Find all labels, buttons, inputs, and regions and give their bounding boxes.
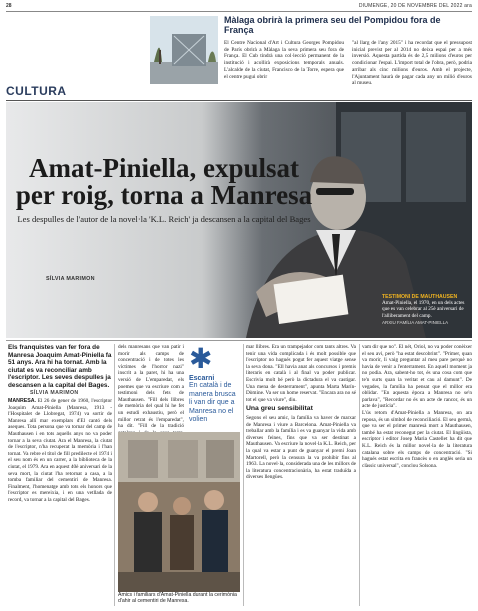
body-column-4b-text: L'ús retorn d'Amat-Piniella a Manresa, on ara reposa, és un símbol de reconciliació. El seu germà, que va ser el primer manresà mort a Mauthausen, també ha estat reconegut per la ciutat. El lingüista, escriptor i editor Josep Maria Castellet ha dit que K.L. Reich és la millor novel·la de la literatura catalana sobre els camps de concentració. "Si hagués estat escrita en francès o en anglès seria un clàssic universal", conclou Solsona.: [362, 409, 472, 469]
caption-text: Amat-Piniella, el 1970, en un dels actes que es van celebrar al 25è aniversari de l'alliberament del camp.: [382, 300, 465, 319]
museum-building-icon: [150, 16, 218, 84]
section-label: CULTURA: [6, 84, 67, 98]
body-column-1-text: El 26 de gener de 1960, l'escriptor Joaquim Amat-Piniella (Manresa, 1913 - l'Hospitalet de Llobregat, 1974) va sortir de Manresa allí mar exemplars d'El cantó dels aseques. Tota persona que va tornar del camp de Mauthausen i en tots aquells anys no va poder tornar a la seva ciutat. Ara el Manresa, la ciutat de l'escriptor, n'ha recuperat la memòria i l'han tornat. Va rebre el títol de fill predilecte el 1974 i el seu nom és en un carrer, a la biblioteca de la ciutat, el 1979. Ara en aquest 40è aniversari de la seva mort, la ciutat l'ha retornat a casa, a la tomba familiar del cementiri de Manresa. Finalment, l'homenatge amb tots els honors que l'escriptor es mereixia, i en una vetllada de record, va tornar a la capital del Bages.: [8, 398, 112, 503]
pullquote: [189, 342, 239, 425]
body-rule: [6, 340, 472, 341]
page-number: 28: [6, 3, 12, 9]
photo-caption: [382, 294, 470, 326]
section-rule: [6, 100, 472, 101]
ceremony-photo: [118, 432, 240, 592]
caption-kicker: TESTIMONI DE MAUTHAUSEN: [382, 294, 458, 300]
column-divider: [359, 344, 360, 606]
body-column-3-text: mar llibres. Era un trampejador com tants altres. Va tenir una vida complicada i és molt possible que l'escriptor no hagués pogut fer aquest viatge sense la seva dona. "Ell havia anat als concursos i premis literaris en català i al final va poder publicar. Escrivia molt bé però la dictadura el va castigar. Una mena de desterrament", apunta Marta Marín-Dòmine. Va ser un home reservat. "Encara ara no sé tot el que va viure", diu.: [246, 344, 356, 403]
body-column-4-text: vam dir que no". El nét, Oriol, no va poder conèixer el seu avi, però "ha estat descobrint". "Primer, quan va morir, li vaig preguntar al meu pare perquè no havia de venir a l'enterrament. En aquell moment ja no podia. Ara, sabent-ho tot, és una cosa com que te'n surts quan la veritat et cau al damunt". De vegades, la família ha pensat que el millor era oblidar. "En aquesta època a Manresa no se'n parlava", "Recordar no és un acte de rancor, és un acte de justícia".: [362, 344, 472, 410]
teaser-headline: Màlaga obrirà la primera seu del Pompidou fora de França: [224, 15, 441, 35]
article-headline: Amat-Piniella, expulsat per roig, torna a Manresa: [15, 153, 313, 210]
ceremony-photo-caption: Amics i familiars d'Amat-Piniella durant la cerimònia d'ahir al cementiri de Manresa.: [118, 592, 237, 605]
article-byline: SÍLVIA MARIMON: [46, 276, 95, 282]
body-subhead: Una greu sensibilitat: [246, 405, 313, 413]
column-divider: [114, 344, 115, 606]
body-column-3b-text: Segons el seu amic, la família va haver de marxar de Manresa i viure a Barcelona. Amat-Piniella va treballar amb la família i es va guanyar la vida amb diverses feines, fins que va ser destinat a Mauthausen. Va escriure la novel·la K.L. Reich, per la qual va estar a punt de guanyar el premi Joan Martorell, però la censura la va prohibir fins al 1963. La novel·la, considerada una de les millors de la literatura concentracionària, ha estat traduïda a diverses llengües.: [246, 414, 356, 481]
article-title-block: [14, 155, 314, 224]
teaser-column-1: El Centre Nacional d'Art i Cultura Georges Pompidou de París obrirà a Màlaga la seva primera seu fora de França. El Cub tindrà una col·lecció permanent de la institució i acollirà exposicions temporals anuals. L'alcalde de la ciutat, Francisco de la Torre, espera que el centre pugui obrir: [224, 40, 344, 80]
asterisk-icon: ✱: [189, 342, 213, 375]
article-lede: Els franquistes van fer fora de Manresa Joaquim Amat-Piniella fa 51 anys. Ara hi ha tornat. Amb la ciutat es va reconciliar amb l'escriptor. Les seves despulles ja descansen a la capital del Bages.: [8, 344, 112, 389]
header-rule: [6, 11, 472, 12]
teaser-column-2: "al llarg de l'any 2015" i ha recordat que el pressupost inicial previst per al 2014 no deixa espai per a més inversió. Aquesta partida és de 2,5 milions d'euros per condicionar l'espai. L'import total de l'obra, però, podria arribar als cinc milions d'euros. Amb el projecte, l'Ajuntament haurà de pagar cada any un milió d'euros al museu.: [352, 40, 472, 87]
caption-credit: ARXIU FAMÍLIA AMAT-PINIELLA: [382, 319, 449, 325]
body-column-4: [362, 344, 472, 606]
body-column-2: dels manresans que van patir i morir als camps de concentració i de totes les víctimes de l'horror nazi" inscrit a la paret, hi ha una versió de L'emparedat, els poemes que va escriure com a testimoni dels fets de Mauthausen. "Fill dels llibres de memòria del qual hi he fet un estudi exhaustiu, però el millor retrat és l'emparedat", ha dit. "Fill de la tradició: [118, 344, 184, 430]
pullquote-text: En català i de manera brusca li van dir que a Manresa no el volien: [189, 382, 236, 424]
masthead: DIUMENGE, 20 DE NOVEMBRE DEL 2022 ara: [358, 3, 472, 9]
article-author: SÍLVIA MARIMON: [30, 390, 79, 396]
dateline-city: MANRESA.: [8, 398, 37, 404]
column-divider: [243, 344, 244, 606]
body-column-3: [246, 344, 356, 606]
pullquote-label: Escarni: [189, 375, 215, 382]
body-column-1: [8, 398, 112, 606]
article-subhead: Les despulles de l'autor de la novel·la 'K.L. Reich' ja descansen a la capital del Bages: [17, 214, 311, 224]
teaser-image: [150, 16, 218, 84]
